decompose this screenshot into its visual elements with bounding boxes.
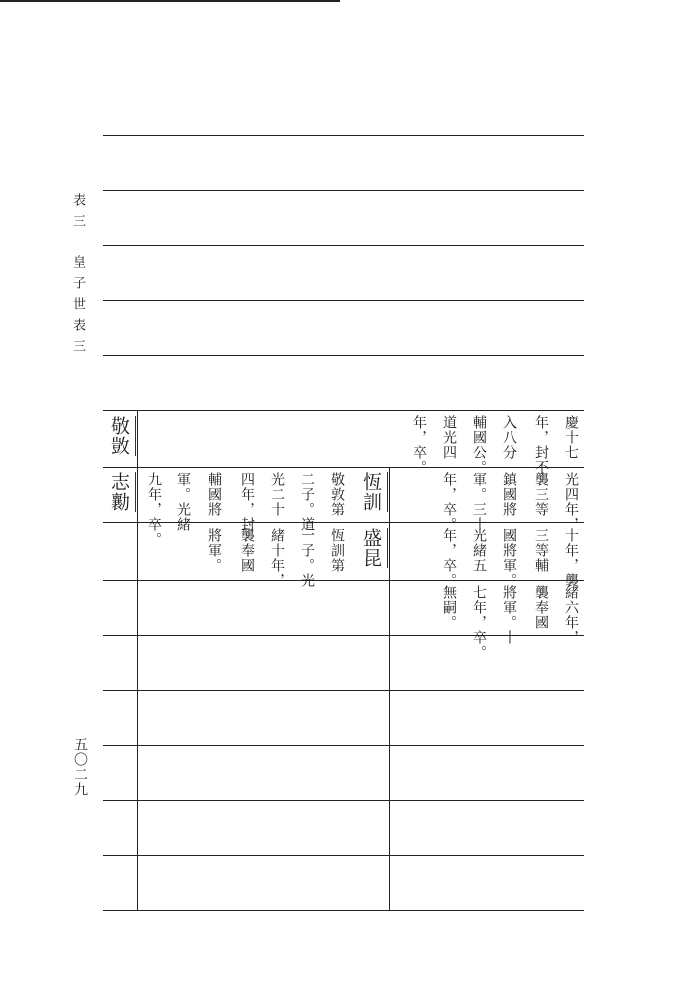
rule-upper-1 [103,135,584,136]
rule-row-8 [103,855,584,856]
text-line: 襲奉國 [239,528,255,573]
page-number: 五〇二九 [72,737,88,797]
table-label: 表三 [70,193,85,235]
text-line: 輔國公。 [471,415,487,475]
col-rule-left [137,410,138,910]
text-line: 光四年， [563,472,579,532]
page-top-rule [0,0,340,2]
text-line: 年，卒。 [441,472,457,532]
name-jingai: 敬敳 [106,416,136,456]
text-line: 三等輔 [533,528,549,573]
text-line: 將軍。十 [501,585,517,645]
text-line: 軍。光緒 [175,472,191,532]
rule-table-bottom [103,910,584,911]
name-shengkun: 盛昆 [358,528,388,568]
text-line: 襲奉國 [533,585,549,630]
text-line: 十年，襲 [563,528,579,588]
text-line: 年，卒。 [411,415,427,475]
text-line: 年，封不 [533,415,549,475]
col-rule-mid [389,467,390,910]
rule-row-7 [103,800,584,801]
text-line: 鎮國將 [501,472,517,517]
rule-upper-4 [103,300,584,301]
text-line: 四年，封 [239,472,255,532]
text-line: 緒六年， [563,585,579,645]
rule-row-5 [103,690,584,691]
text-line: 恆訓第 [329,528,345,573]
text-line: 道光四 [441,415,457,460]
text-line: 襲三等 [533,472,549,517]
name-hengxun: 恆訓 [358,472,388,512]
text-line: 敬敦第 [329,472,345,517]
text-line: 年，卒。 [441,528,457,588]
text-line: 入八分 [501,415,517,460]
text-line: 九年，卒。 [146,472,162,547]
text-line: 二子。道 [299,472,315,532]
rule-row-1 [103,467,584,468]
section-title: 皇子世表三 [70,255,85,360]
text-line: 光二十 [269,472,285,517]
text-line: 緒十年， [269,528,285,588]
rule-upper-3 [103,245,584,246]
rule-table-top [103,410,584,411]
rule-upper-2 [103,190,584,191]
name-zhixiang: 志勷 [106,472,136,512]
text-line: 軍。三十 [471,472,487,532]
text-line: 一子。光 [299,528,315,588]
rule-upper-5 [103,355,584,356]
rule-row-6 [103,745,584,746]
text-line: 無嗣。 [441,585,457,630]
text-line: 七年，卒。 [471,585,487,660]
text-line: 將軍。 [206,528,222,573]
text-line: 輔國將 [206,472,222,517]
text-line: 國將軍。 [501,528,517,588]
text-line: 慶十七 [563,415,579,460]
text-line: 光緒五 [471,528,487,573]
